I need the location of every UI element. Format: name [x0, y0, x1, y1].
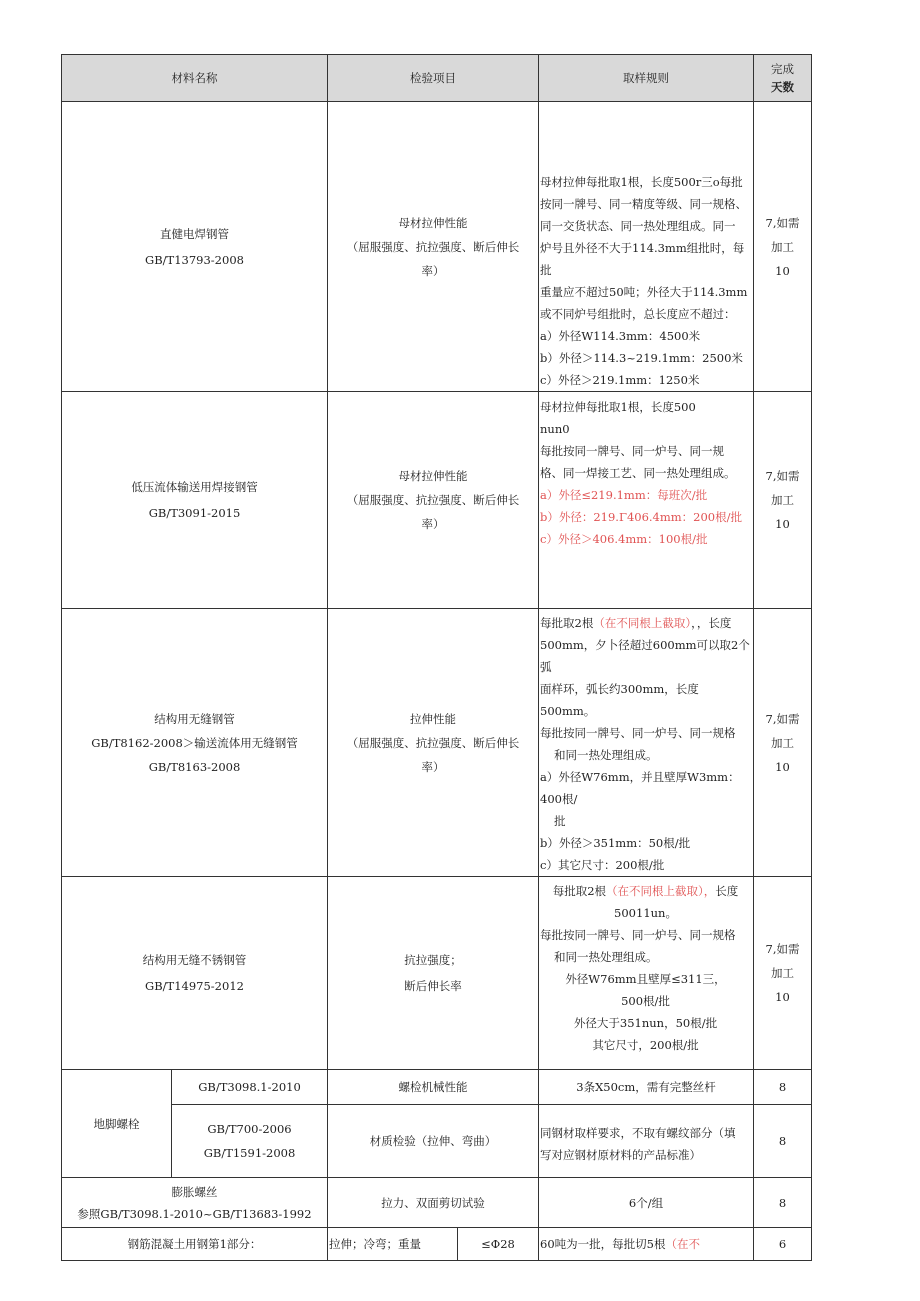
header-rule: 取样规则 — [539, 55, 754, 102]
material-name: 钢筋混凝土用钢第1部分： — [62, 1228, 328, 1261]
table-row — [62, 609, 812, 877]
rule-cell: 3条X50cm，需有完整丝杆 — [539, 1070, 754, 1105]
rule-cell: 6个/组 — [539, 1178, 754, 1228]
item-cell: 抗拉强度； 断后伸长率 — [328, 877, 539, 1070]
rule-cell: 60吨为一批，每批切5根（在不 — [539, 1228, 754, 1261]
material-cell — [62, 392, 328, 609]
item-cell: 拉伸性能 （屈服强度、抗拉强度、断后伸长 率） — [328, 609, 539, 877]
table-row — [62, 1105, 812, 1178]
material-standard: GB/T13793-2008 — [145, 252, 244, 267]
item-cell: 拉伸；冷弯；重量 — [328, 1228, 458, 1261]
table-row — [62, 1178, 812, 1228]
table-row — [62, 102, 812, 392]
material-standard: GB/T8162-2008＞输送流体用无缝钢管 — [91, 735, 298, 750]
days-cell: 7,如需 加工 10 — [754, 877, 812, 1070]
item-cell: 材质检验（拉伸、弯曲） — [328, 1105, 539, 1178]
material-standard: GB/T3098.1-2010 — [172, 1070, 328, 1105]
material-name: 膨胀螺丝 — [171, 1184, 218, 1199]
material-standard: GB/T700-2006 GB/T1591-2008 — [172, 1105, 328, 1178]
header-days: 完成 天数 — [754, 55, 812, 102]
material-cell — [62, 1178, 328, 1228]
item-cell: 螺检机械性能 — [328, 1070, 539, 1105]
rule-cell: 同钢材取样要求，不取有螺纹部分（填 写对应钢材原材料的产品标准） — [539, 1105, 754, 1178]
rule-cell: 母材拉伸每批取1根，长度500r三o每批 按同一牌号、同一精度等级、同一规格、 同一交货状态、同一热处理组成。同一 炉号且外径不大于114.3mm组批时，每批 重量应不超过50吨；外径大于114.3mm 或不同炉号组批时，总长度应不超过： a）外径W114.3mm：4500米 b）外径＞114.3~219.1mm：2500米 c）外径＞219.1mm：1250米 — [539, 102, 754, 392]
rule-cell: 每批取2根（在不同根上截取），，长度 500mm，夕卜径超过600mm可以取2个弧 面样环，弧长约300mm，长度500mm。 每批按同一牌号、同一炉号、同一规格 和同一热处理组成。 a）外径W76mm，并且壁厚W3mm：400根/ 批 b）外径＞351mm：50根/批 c）其它尺寸：200根/批 — [539, 609, 754, 877]
material-standard-2: GB/T8163-2008 — [148, 759, 241, 774]
header-row — [62, 55, 812, 102]
sampling-rules-table — [61, 54, 812, 1261]
material-standard: GB/T14975-2012 — [145, 979, 244, 993]
days-cell: 8 — [754, 1105, 812, 1178]
item-cell: 母材拉伸性能 （屈服强度、抗拉强度、断后伸长 率） — [328, 102, 539, 392]
rule-cell: 母材拉伸每批取1根，长度500 nun0 每批按同一牌号、同一炉号、同一规 格、同一焊接工艺、同一热处理组成。 a）外径≤219.1mm：每班次/批 b）外径：219.Γ406.4mm：200根/批 c）外径＞406.4mm：100根/批 — [539, 392, 754, 609]
table-row — [62, 392, 812, 609]
days-cell: 7,如需 加工 10 — [754, 102, 812, 392]
spec-cell: ≤Φ28 — [458, 1228, 539, 1261]
table-row — [62, 877, 812, 1070]
days-cell: 8 — [754, 1178, 812, 1228]
material-cell — [62, 102, 328, 392]
header-material: 材料名称 — [62, 55, 328, 102]
material-cell — [62, 609, 328, 877]
table-row — [62, 1228, 812, 1261]
material-name: 地脚螺栓 — [62, 1070, 172, 1178]
table-row — [62, 1070, 812, 1105]
days-cell: 8 — [754, 1070, 812, 1105]
item-cell: 拉力、双面剪切试验 — [328, 1178, 539, 1228]
material-standard: GB/T3091-2015 — [148, 506, 241, 520]
days-cell: 6 — [754, 1228, 812, 1261]
material-name: 低压流体输送用焊接钢管 — [131, 480, 258, 494]
material-name: 直健电焊钢管 — [160, 226, 229, 241]
material-standard: 参照GB/T3098.1-2010~GB/T13683-1992 — [77, 1206, 312, 1221]
material-name: 结构用无缝钢管 — [154, 711, 235, 726]
days-cell: 7,如需 加工 10 — [754, 609, 812, 877]
rule-cell: 每批取2根（在不同根上截取），长度 50011un。 每批按同一牌号、同一炉号、同一规格 和同一热处理组成。 外径W76mm且壁厚≤311三， 500根/批 外径大于351nun，50根/批 其它尺寸，200根/批 — [539, 877, 754, 1070]
header-item: 检验项目 — [328, 55, 539, 102]
material-name: 结构用无缝不锈钢管 — [142, 953, 247, 967]
item-cell: 母材拉伸性能 （屈服强度、抗拉强度、断后伸长 率） — [328, 392, 539, 609]
days-cell: 7,如需 加工 10 — [754, 392, 812, 609]
material-cell — [62, 877, 328, 1070]
